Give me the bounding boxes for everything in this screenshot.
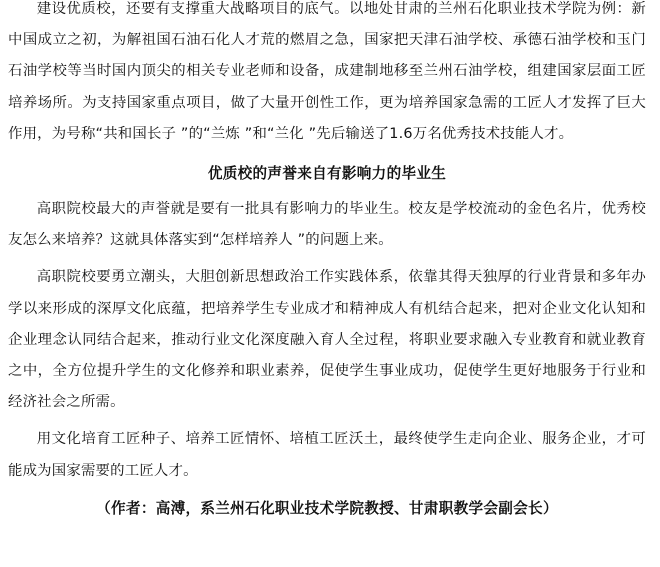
author-note: （作者：高溥，系兰州石化职业技术学院教授、甘肃职教学会副会长）	[96, 499, 558, 517]
paragraph-oil-school-example: 建设优质校，还要有支撑重大战略项目的底气。以地处甘肃的兰州石化职业技术学院为例：新中国成立之初，为解祖国石油石化人才荒的燃眉之急，国家把天津石油学校、承德石油学校和玉门石油学校等当时国内顶尖的相关专业老师和设备，成建制地移至兰州石油学校，组建国家层面工匠培养场所。为支持国家重点项目，做了大量开创性工作，更为培养国家急需的工匠人才发挥了巨大作用，为号称“共和国长子 ”的“兰炼 ”和“兰化 ”先后输送了1.6万名优秀技术技能人才。	[8, 1, 646, 142]
paragraph-craftsman-culture: 用文化培育工匠种子、培养工匠情怀、培植工匠沃土，最终使学生走向企业、服务企业，才可能成为国家需要的工匠人才。	[8, 431, 646, 479]
section-heading: 优质校的声誉来自有影响力的毕业生	[207, 165, 447, 183]
paragraph-graduate-reputation: 高职院校最大的声誉就是要有一批具有影响力的毕业生。校友是学校流动的金色名片，优秀校友怎么来培养？这就具体落实到“怎样培养人 ”的问题上来。	[8, 201, 646, 249]
paragraph-ideological-work: 高职院校要勇立潮头，大胆创新思想政治工作实践体系，依靠其得天独厚的行业背景和多年办学以来形成的深厚文化底蕴，把培养学生专业成才和精神成人有机结合起来，把对企业文化认知和企业理念认同结合起来，推动行业文化深度融入育人全过程，将职业要求融入专业教育和就业教育之中，全方位提升学生的文化修养和职业素养，促使学生事业成功，促使学生更好地服务于行业和经济社会之所需。	[8, 269, 646, 411]
